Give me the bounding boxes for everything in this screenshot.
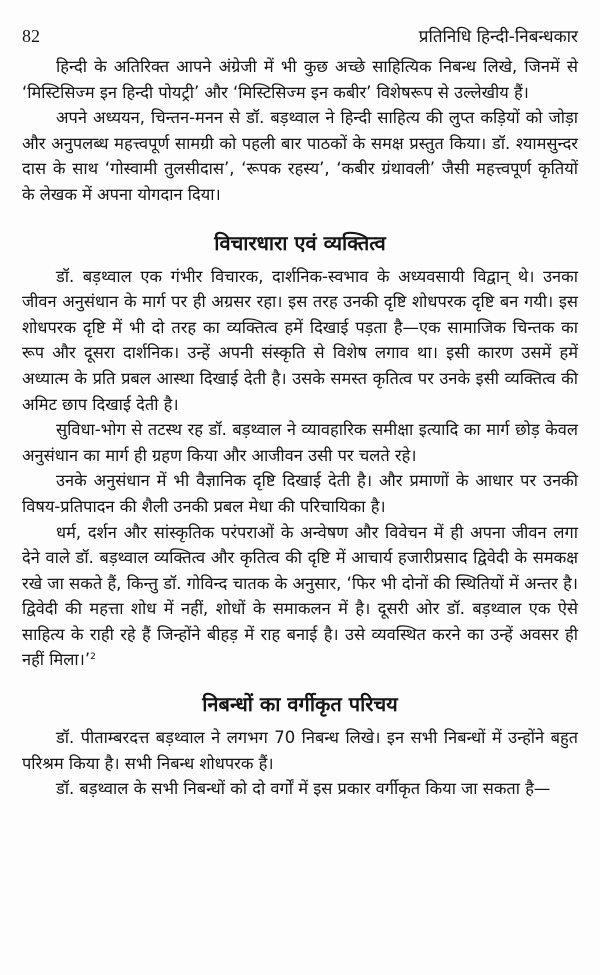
paragraph: डॉ. बड़थ्वाल एक गंभीर विचारक, दार्शनिक-स्वभाव के अध्यवसायी विद्वान् थे। उनका जीवन अनुसंधान के मार्ग पर ही अग्रसर रहा। इस तरह उनकी दृष्टि शोधपरक दृष्टि बन गयी। इस शोधपरक दृष्टि में भी दो तरह का व्यक्तित्व हमें दिखाई पड़ता है—एक सामाजिक चिन्तक का रूप और दूसरा दार्शनिक। उन्हें अपनी संस्कृति से विशेष लगाव था। इसी कारण उसमें हमें अध्यात्म के प्रति प्रबल आस्था दिखाई देती है। उसके समस्त कृतित्व पर उनके इसी व्यक्तित्व की अमिट छाप दिखाई देती है।	[22, 266, 578, 414]
page-body	[22, 54, 578, 802]
running-title: प्रतिनिधि हिन्दी-निबन्धकार	[418, 27, 578, 47]
section-heading: निबन्धों का वर्गीकृत परिचय	[202, 692, 398, 717]
paragraph: डॉ. बड़थ्वाल के सभी निबन्धों को दो वर्गों में इस प्रकार वर्गीकृत किया जा सकता है—	[56, 779, 551, 799]
paragraph: हिन्दी के अतिरिक्त आपने अंग्रेजी में भी कुछ अच्छे साहित्यिक निबन्ध लिखे, जिनमें से ‘मिस्टिसिज्म इन हिन्दी पोयट्री’ और ‘मिस्टिसिज्म इन कबीर’ विशेषरूप से उल्लेखीय हैं।	[22, 57, 578, 102]
paragraph: उनके अनुसंधान में भी वैज्ञानिक दृष्टि दिखाई देती है। और प्रमाणों के आधार पर उनकी विषय-प्रतिपादन की शैली उनकी प्रबल मेधा की परिचायिका है।	[22, 471, 578, 516]
paragraph: सुविधा-भोग से तटस्थ रह डॉ. बड़थ्वाल ने व्यावहारिक समीक्षा इत्यादि का मार्ग छोड़ केवल अनुसंधान का मार्ग ही ग्रहण किया और आजीवन उसी पर चलते रहे।	[22, 420, 578, 465]
paragraph-text: धर्म, दर्शन और सांस्कृतिक परंपराओं के अन्वेषण और विवेचन में ही अपना जीवन लगा देने वाले डॉ. बड़थ्वाल व्यक्तित्व और कृतित्व की दृष्टि में आचार्य हजारीप्रसाद द्विवेदी के समकक्ष रखे जा सकते हैं, किन्तु डॉ. गोविन्द चातक के अनुसार, ‘फिर भी दोनों की स्थितियों में अन्तर है। द्विवेदी की महत्ता शोध में नहीं, शोधों के समाकलन में है। दूसरी ओर डॉ. बड़थ्वाल एक ऐसे साहित्य के राही रहे हैं जिन्होंने बीहड़ में राह बनाई है। उसे व्यवस्थित करने का उन्हें अवसर ही नहीं मिला।’	[22, 522, 578, 670]
paragraph-with-footnote	[22, 520, 578, 674]
footnote-marker: 2	[90, 652, 96, 663]
paragraph: डॉ. पीताम्बरदत्त बड़थ्वाल ने लगभग 70 निबन्ध लिखे। इन सभी निबन्धों में उन्होंने बहुत परिश्रम किया है। सभी निबन्ध शोधपरक हैं।	[22, 728, 578, 773]
paragraph: अपने अध्ययन, चिन्तन-मनन से डॉ. बड़थ्वाल ने हिन्दी साहित्य की लुप्त कड़ियों को जोड़ा और अनुपलब्ध महत्त्वपूर्ण सामग्री को पहली बार पाठकों के समक्ष प्रस्तुत किया। डॉ. श्यामसुन्दर दास के साथ ‘गोस्वामी तुलसीदास’, ‘रूपक रहस्य’, ‘कबीर ग्रंथावली’ जैसी महत्त्वपूर्ण कृतियों के लेखक में अपना योगदान दिया।	[22, 108, 578, 204]
page-number: 82	[22, 26, 40, 46]
page-header	[22, 24, 578, 48]
section-heading: विचारधारा एवं व्यक्तित्व	[214, 230, 386, 255]
